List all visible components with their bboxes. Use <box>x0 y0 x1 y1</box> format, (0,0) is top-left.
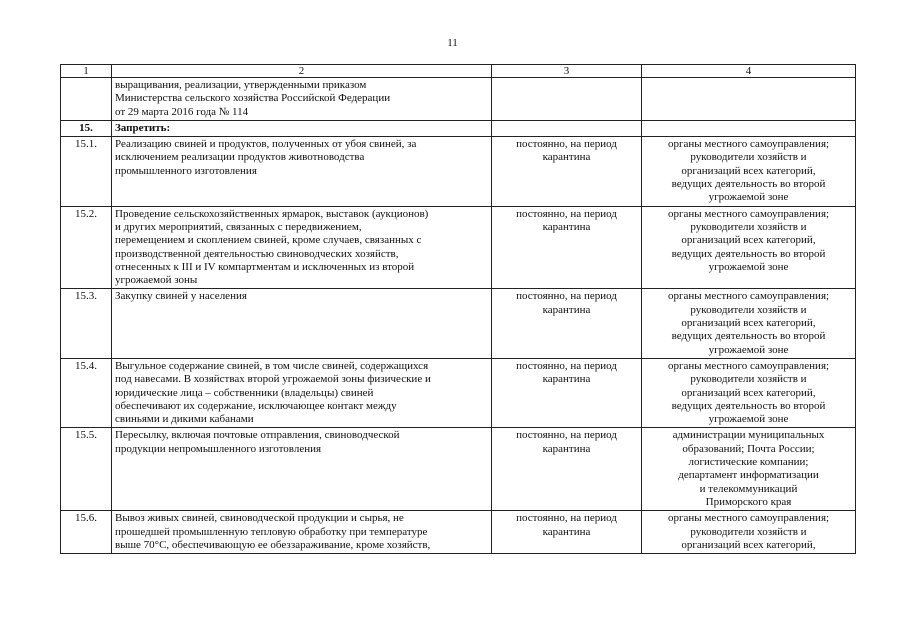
column-header: 1 <box>61 65 112 78</box>
row-action: Выгульное содержание свиней, в том числе свиней, содержащихся под навесами. В хозяйствах второй угрожаемой зоны физические и юридические лица – собственники (владельцы) свиней обеспечивают их содержание, исключающее контакт между свиньями и дикими кабанами <box>112 358 492 427</box>
column-header: 4 <box>642 65 856 78</box>
table-row <box>61 511 856 554</box>
row-term: постоянно, на период карантина <box>492 358 642 427</box>
row-term: постоянно, на период карантина <box>492 428 642 511</box>
row-responsible <box>642 78 856 121</box>
row-number: 15.1. <box>61 137 112 206</box>
row-number: 15. <box>61 120 112 136</box>
row-responsible: органы местного самоуправления; руководители хозяйств и организаций всех категорий, ведущих деятельность во второй угрожаемой зоне <box>642 206 856 289</box>
table-row <box>61 206 856 289</box>
row-action: Проведение сельскохозяйственных ярмарок, выставок (аукционов) и других мероприятий, связанных с передвижением, перемещением и скоплением свиней, кроме случаев, связанных с производственной деятельностью свиноводческих хозяйств, отнесенных к III и IV компартментам и исключенных из второй угрожаемой зоны <box>112 206 492 289</box>
page-number: 11 <box>447 37 458 49</box>
column-header: 3 <box>492 65 642 78</box>
table-row <box>61 358 856 427</box>
row-number: 15.3. <box>61 289 112 358</box>
row-term <box>492 78 642 121</box>
table-row <box>61 120 856 136</box>
row-responsible: органы местного самоуправления; руководители хозяйств и организаций всех категорий, ведущих деятельность во второй угрожаемой зоне <box>642 289 856 358</box>
table-header-row <box>61 65 856 78</box>
row-number: 15.4. <box>61 358 112 427</box>
row-action: Пересылку, включая почтовые отправления, свиноводческой продукции непромышленного изготовления <box>112 428 492 511</box>
table-row <box>61 137 856 206</box>
row-responsible: органы местного самоуправления; руководители хозяйств и организаций всех категорий, ведущих деятельность во второй угрожаемой зоне <box>642 137 856 206</box>
measures-table <box>60 64 856 554</box>
row-responsible <box>642 120 856 136</box>
row-responsible: органы местного самоуправления; руководители хозяйств и организаций всех категорий, <box>642 511 856 554</box>
row-action: Закупку свиней у населения <box>112 289 492 358</box>
table-row <box>61 78 856 121</box>
row-action: Запретить: <box>112 120 492 136</box>
row-action: Реализацию свиней и продуктов, полученных от убоя свиней, за исключением реализации продуктов животноводства промышленного изготовления <box>112 137 492 206</box>
row-term: постоянно, на период карантина <box>492 511 642 554</box>
row-term: постоянно, на период карантина <box>492 137 642 206</box>
row-responsible: администрации муниципальных образований; Почта России; логистические компании; департамент информатизации и телекоммуникаций Приморского края <box>642 428 856 511</box>
row-number: 15.2. <box>61 206 112 289</box>
row-responsible: органы местного самоуправления; руководители хозяйств и организаций всех категорий, ведущих деятельность во второй угрожаемой зоне <box>642 358 856 427</box>
row-term: постоянно, на период карантина <box>492 289 642 358</box>
row-number: 15.6. <box>61 511 112 554</box>
row-action: Вывоз живых свиней, свиноводческой продукции и сырья, не прошедшей промышленную тепловую обработку при температуре выше 70°С, обеспечивающую ее обеззараживание, кроме хозяйств, <box>112 511 492 554</box>
row-term: постоянно, на период карантина <box>492 206 642 289</box>
row-term <box>492 120 642 136</box>
row-number <box>61 78 112 121</box>
column-header: 2 <box>112 65 492 78</box>
row-action: выращивания, реализации, утвержденными приказом Министерства сельского хозяйства Российской Федерации от 29 марта 2016 года № 114 <box>112 78 492 121</box>
table-row <box>61 289 856 358</box>
row-number: 15.5. <box>61 428 112 511</box>
table-row <box>61 428 856 511</box>
